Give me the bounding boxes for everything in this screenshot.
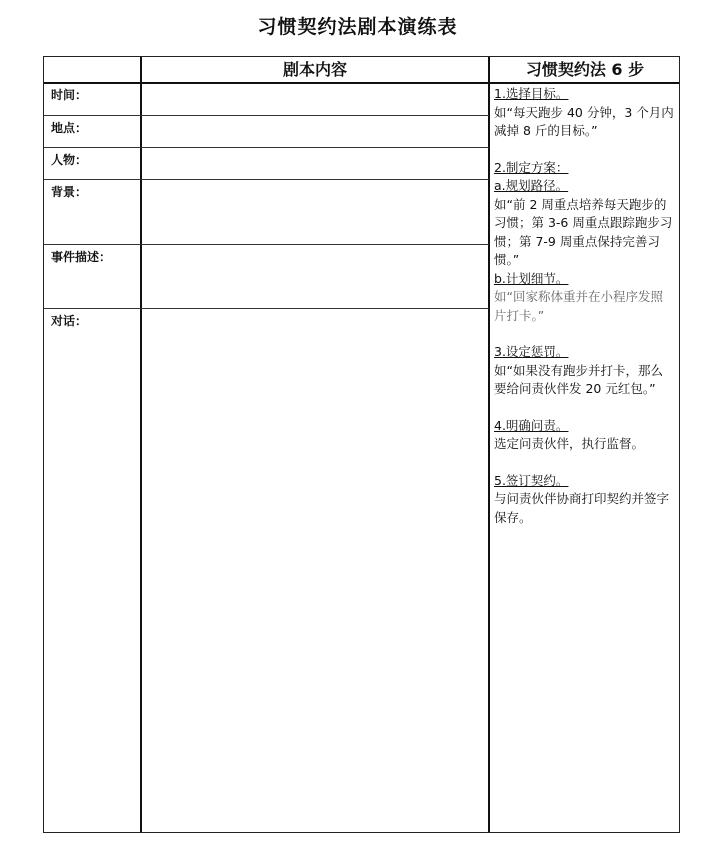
step-2b-text: 如“回家称体重并在小程序发照片打卡。”	[494, 289, 663, 323]
step-3-heading: 3.设定惩罚。	[494, 344, 569, 359]
step-2a-text: 如“前 2 周重点培养每天跑步的习惯；第 3-6 周重点跟踪跑步习惯；第 7-9 周重点保持完善习惯。”	[494, 196, 673, 267]
row-label-background: 背景：	[51, 185, 88, 199]
row-label-place: 地点：	[51, 121, 88, 135]
place-cell[interactable]	[142, 116, 488, 147]
step-5-heading: 5.签订契约。	[494, 472, 569, 488]
step-3-text: 如“如果没有跑步并打卡，那么要给问责伙伴发 20 元红包。”	[494, 362, 663, 396]
script-rehearsal-table	[43, 56, 680, 833]
step-4-heading: 4.明确问责。	[494, 417, 569, 433]
step-2b-heading: b.计划细节。	[494, 270, 569, 286]
step-1-heading: 1.选择目标。	[494, 86, 569, 101]
time-cell[interactable]	[142, 84, 488, 115]
header-six-steps: 习惯契约法 6 步	[525, 60, 645, 79]
page-title: 习惯契约法剧本演练表	[257, 16, 458, 38]
row-label-dialogue: 对话：	[51, 314, 88, 328]
background-cell[interactable]	[142, 180, 488, 244]
row-label-characters: 人物：	[51, 153, 88, 167]
step-1-text: 如“每天跑步 40 分钟，3 个月内减掉 8 斤的目标。”	[494, 104, 674, 138]
six-steps-content	[494, 85, 674, 527]
row-label-time: 时间：	[51, 88, 88, 102]
step-5-text: 与问责伙伴协商打印契约并签字保存。	[494, 491, 670, 525]
characters-cell[interactable]	[142, 148, 488, 179]
dialogue-cell[interactable]	[142, 309, 488, 831]
header-script-content: 剧本内容	[282, 60, 347, 79]
row-label-event-description: 事件描述：	[51, 250, 112, 264]
event-description-cell[interactable]	[142, 245, 488, 308]
header-blank	[44, 57, 140, 83]
step-2a-heading: a.规划路径。	[494, 178, 569, 193]
column-divider	[488, 57, 490, 832]
step-4-text: 选定问责伙伴，执行监督。	[494, 436, 645, 451]
step-2-heading: 2.制定方案：	[494, 159, 569, 175]
